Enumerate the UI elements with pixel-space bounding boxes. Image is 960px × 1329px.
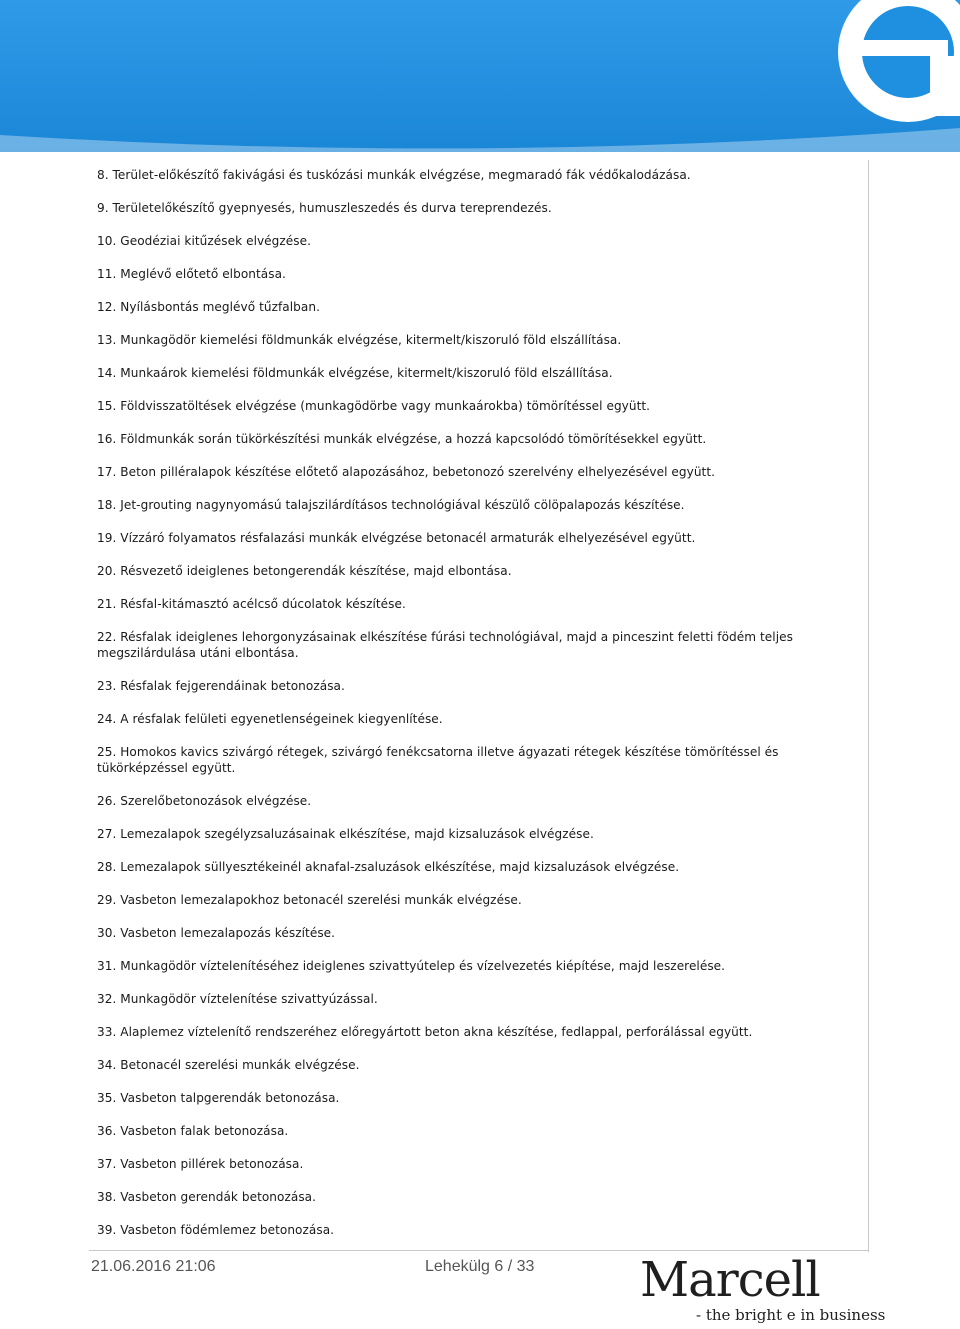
footer-date: 21.06.2016 21:06 — [91, 1258, 216, 1275]
list-item: 32. Munkagödör víztelenítése szivattyúzással. — [97, 992, 378, 1006]
list-item: 8. Terület-előkészítő fakivágási és tuskózási munkák elvégzése, megmaradó fák védőkalodázása. — [97, 168, 691, 182]
list-item: 18. Jet-grouting nagynyomású talajszilárdításos technológiával készülő cölöpalapozás készítése. — [97, 498, 685, 512]
list-item: 28. Lemezalapok süllyesztékeinél aknafal-zsaluzások elkészítése, majd kizsaluzások elvégzése. — [97, 860, 680, 874]
list-item: 25. Homokos kavics szivárgó rétegek, szivárgó fenékcsatorna illetve ágyazati rétegek készítése tömörítéssel és tükörképzéssel együtt. — [97, 745, 779, 775]
list-item: 26. Szerelőbetonozások elvégzése. — [97, 794, 312, 808]
list-item: 21. Résfal-kitámasztó acélcső dúcolatok készítése. — [97, 597, 406, 611]
list-item: 11. Meglévő előtető elbontása. — [97, 267, 286, 281]
list-item: 9. Területelőkészítő gyepnyesés, humuszleszedés és durva tereprendezés. — [97, 201, 552, 215]
footer-page-number: Lehekülg 6 / 33 — [425, 1258, 535, 1275]
list-item: 36. Vasbeton falak betonozása. — [97, 1124, 289, 1138]
list-item: 30. Vasbeton lemezalapozás készítése. — [97, 926, 336, 940]
list-item: 13. Munkagödör kiemelési földmunkák elvégzése, kitermelt/kiszoruló föld elszállítása. — [97, 333, 622, 347]
list-item: 37. Vasbeton pillérek betonozása. — [97, 1157, 304, 1171]
list-item: 19. Vízzáró folyamatos résfalazási munkák elvégzése betonacél armaturák elhelyezésével együtt. — [97, 531, 696, 545]
list-item: 27. Lemezalapok szegélyzsaluzásainak elkészítése, majd kizsaluzások elvégzése. — [97, 827, 594, 841]
list-item: 38. Vasbeton gerendák betonozása. — [97, 1190, 317, 1204]
footer-divider — [89, 1250, 868, 1251]
list-item: 35. Vasbeton talpgerendák betonozása. — [97, 1091, 340, 1105]
list-item: 22. Résfalak ideiglenes lehorgonyzásainak elkészítése fúrási technológiával, majd a pinceszint feletti födém teljes megszilárdulása utáni elbontása. — [97, 630, 793, 660]
list-item: 15. Földvisszatöltések elvégzése (munkagödörbe vagy munkaárokba) tömörítéssel együtt. — [97, 399, 651, 413]
list-item: 31. Munkagödör víztelenítéséhez ideiglenes szivattyútelep és vízelvezetés kiépítése, majd leszerelése. — [97, 959, 726, 973]
list-item: 39. Vasbeton födémlemez betonozása. — [97, 1223, 335, 1237]
logo-tagline: - the bright e in business — [696, 1306, 886, 1324]
header-band — [0, 0, 960, 152]
list-item: 29. Vasbeton lemezalapokhoz betonacél szerelési munkák elvégzése. — [97, 893, 522, 907]
list-item: 23. Résfalak fejgerendáinak betonozása. — [97, 679, 345, 693]
list-item: 12. Nyílásbontás meglévő tűzfalban. — [97, 300, 320, 314]
marcell-logo — [640, 1252, 886, 1324]
header-banner — [0, 0, 960, 152]
list-item: 14. Munkaárok kiemelési földmunkák elvégzése, kitermelt/kiszoruló föld elszállítása. — [97, 366, 613, 380]
list-item: 10. Geodéziai kitűzések elvégzése. — [97, 234, 312, 248]
list-item: 33. Alaplemez víztelenítő rendszeréhez előregyártott beton akna készítése, fedlappal, perforálással együtt. — [97, 1025, 753, 1039]
list-item: 20. Résvezető ideiglenes betongerendák készítése, majd elbontása. — [97, 564, 512, 578]
list-item: 24. A résfalak felületi egyenetlenségeinek kiegyenlítése. — [97, 712, 443, 726]
list-item: 17. Beton pilléralapok készítése előtető alapozásához, bebetonozó szerelvény elhelyezésével együtt. — [97, 465, 716, 479]
list-item: 16. Földmunkák során tükörkészítési munkák elvégzése, a hozzá kapcsolódó tömörítésekkel együtt. — [97, 432, 707, 446]
list-item: 34. Betonacél szerelési munkák elvégzése. — [97, 1058, 360, 1072]
work-items-list — [97, 167, 857, 1255]
logo-wordmark: Marcell — [640, 1252, 820, 1308]
